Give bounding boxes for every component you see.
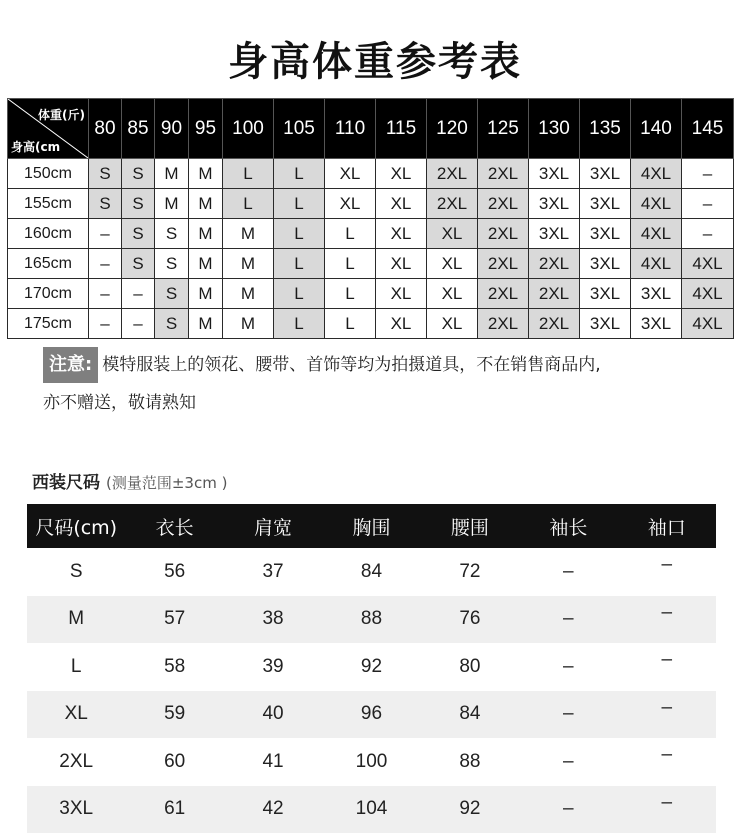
suit-cell: 80 xyxy=(421,643,519,691)
suit-cell: S xyxy=(27,548,125,596)
size-cell: 2XL xyxy=(478,249,529,279)
size-cell: M xyxy=(189,219,223,249)
suit-cell: 88 xyxy=(421,738,519,786)
weight-header-cell: 80 xyxy=(89,99,122,159)
size-cell: XL xyxy=(427,249,478,279)
size-cell: 4XL xyxy=(631,219,682,249)
height-label: 170cm xyxy=(8,279,89,309)
suit-column-header: 胸围 xyxy=(322,504,420,548)
size-cell: XL xyxy=(325,189,376,219)
suit-column-header: 腰围 xyxy=(421,504,519,548)
size-cell: L xyxy=(274,249,325,279)
size-cell: M xyxy=(223,309,274,339)
size-cell: 4XL xyxy=(631,189,682,219)
size-cell: – xyxy=(682,159,734,189)
suit-column-header: 肩宽 xyxy=(224,504,322,548)
table-row xyxy=(27,738,716,786)
size-cell: 3XL xyxy=(529,219,580,249)
size-cell: 2XL xyxy=(529,279,580,309)
table-row xyxy=(27,596,716,644)
suit-cell: 40 xyxy=(224,691,322,739)
size-cell: S xyxy=(122,159,155,189)
weight-header-cell: 115 xyxy=(376,99,427,159)
size-cell: L xyxy=(223,159,274,189)
size-cell: XL xyxy=(376,219,427,249)
suit-cell: 72 xyxy=(421,548,519,596)
size-cell: 3XL xyxy=(580,279,631,309)
table-row xyxy=(27,548,716,596)
size-cell: S xyxy=(122,219,155,249)
size-cell: L xyxy=(274,279,325,309)
suit-cell: 92 xyxy=(322,643,420,691)
table-row xyxy=(8,309,734,339)
height-label: 165cm xyxy=(8,249,89,279)
size-cell: S xyxy=(89,159,122,189)
size-cell: L xyxy=(274,159,325,189)
suit-column-header: 衣长 xyxy=(125,504,223,548)
table-row xyxy=(8,249,734,279)
size-cell: 4XL xyxy=(682,249,734,279)
height-weight-size-table xyxy=(7,98,734,339)
size-cell: L xyxy=(274,219,325,249)
size-cell: 3XL xyxy=(580,249,631,279)
size-cell: 2XL xyxy=(478,219,529,249)
size-cell: L xyxy=(274,309,325,339)
weight-header-cell: 135 xyxy=(580,99,631,159)
weight-header-cell: 145 xyxy=(682,99,734,159)
table-row xyxy=(27,643,716,691)
size-cell: 3XL xyxy=(580,189,631,219)
size-cell: XL xyxy=(427,279,478,309)
suit-cell: 56 xyxy=(125,548,223,596)
suit-size-title: 西装尺码 xyxy=(32,473,100,493)
size-cell: L xyxy=(223,189,274,219)
suit-cell: L xyxy=(27,643,125,691)
table-corner-header xyxy=(8,99,89,159)
suit-column-header: 袖口 xyxy=(618,504,716,548)
suit-cell: 57 xyxy=(125,596,223,644)
weight-header-cell: 85 xyxy=(122,99,155,159)
weight-header-cell: 120 xyxy=(427,99,478,159)
size-cell: 3XL xyxy=(631,309,682,339)
size-cell: XL xyxy=(376,279,427,309)
table-row xyxy=(8,219,734,249)
table-row xyxy=(8,279,734,309)
suit-cell: 88 xyxy=(322,596,420,644)
size-cell: S xyxy=(155,249,189,279)
size-cell: L xyxy=(325,279,376,309)
suit-cell: 38 xyxy=(224,596,322,644)
suit-column-header: 尺码(cm) xyxy=(27,504,125,548)
size-cell: M xyxy=(189,249,223,279)
size-cell: 3XL xyxy=(631,279,682,309)
size-cell: 2XL xyxy=(427,189,478,219)
size-cell: – xyxy=(682,189,734,219)
suit-cell: – xyxy=(519,596,617,644)
suit-cell: 76 xyxy=(421,596,519,644)
suit-cell: 84 xyxy=(421,691,519,739)
size-cell: M xyxy=(223,219,274,249)
suit-cell: 96 xyxy=(322,691,420,739)
size-cell: 2XL xyxy=(478,189,529,219)
suit-cell: 41 xyxy=(224,738,322,786)
weight-header-cell: 110 xyxy=(325,99,376,159)
suit-cell: 61 xyxy=(125,786,223,833)
suit-cell: 92 xyxy=(421,786,519,833)
size-cell: XL xyxy=(376,249,427,279)
size-cell: M xyxy=(155,189,189,219)
notice-text-line1: 模特服装上的领花、腰带、首饰等均为拍摄道具，不在销售商品内, xyxy=(102,355,600,375)
table-row xyxy=(27,786,716,833)
suit-cell: – xyxy=(519,691,617,739)
notice xyxy=(43,346,723,422)
suit-cell: 3XL xyxy=(27,786,125,833)
height-label: 175cm xyxy=(8,309,89,339)
size-cell: S xyxy=(122,249,155,279)
weight-header-cell: 125 xyxy=(478,99,529,159)
size-cell: 2XL xyxy=(478,159,529,189)
size-cell: 4XL xyxy=(631,249,682,279)
table-row xyxy=(8,159,734,189)
size-cell: M xyxy=(155,159,189,189)
size-cell: S xyxy=(155,279,189,309)
size-cell: L xyxy=(274,189,325,219)
size-cell: – xyxy=(89,279,122,309)
weight-header-cell: 100 xyxy=(223,99,274,159)
size-cell: 2XL xyxy=(478,309,529,339)
size-cell: L xyxy=(325,309,376,339)
size-cell: M xyxy=(223,279,274,309)
size-cell: – xyxy=(122,309,155,339)
size-cell: – xyxy=(682,219,734,249)
size-cell: – xyxy=(89,219,122,249)
suit-size-subtitle: (测量范围±3cm ) xyxy=(106,474,227,492)
height-axis-label: 身高(cm xyxy=(11,138,60,155)
size-cell: S xyxy=(122,189,155,219)
height-label: 155cm xyxy=(8,189,89,219)
suit-cell: 60 xyxy=(125,738,223,786)
suit-cell: – xyxy=(618,786,716,833)
suit-cell: – xyxy=(618,596,716,644)
size-cell: 3XL xyxy=(580,309,631,339)
size-cell: 2XL xyxy=(529,249,580,279)
size-cell: XL xyxy=(376,189,427,219)
height-label: 160cm xyxy=(8,219,89,249)
suit-size-heading xyxy=(32,468,227,493)
size-cell: XL xyxy=(376,159,427,189)
size-cell: L xyxy=(325,219,376,249)
weight-header-cell: 130 xyxy=(529,99,580,159)
suit-cell: – xyxy=(618,548,716,596)
size-cell: XL xyxy=(325,159,376,189)
weight-header-cell: 95 xyxy=(189,99,223,159)
suit-cell: – xyxy=(519,548,617,596)
suit-cell: XL xyxy=(27,691,125,739)
notice-tag: 注意: xyxy=(43,347,98,383)
size-cell: – xyxy=(89,249,122,279)
size-cell: M xyxy=(223,249,274,279)
size-cell: S xyxy=(89,189,122,219)
size-cell: M xyxy=(189,309,223,339)
weight-axis-label: 体重(斤) xyxy=(38,106,85,123)
suit-cell: – xyxy=(618,738,716,786)
size-cell: M xyxy=(189,279,223,309)
suit-cell: 59 xyxy=(125,691,223,739)
page-title: 身高体重参考表 xyxy=(0,30,750,87)
suit-column-header: 袖长 xyxy=(519,504,617,548)
table-row xyxy=(8,189,734,219)
height-label: 150cm xyxy=(8,159,89,189)
suit-cell: 84 xyxy=(322,548,420,596)
size-cell: S xyxy=(155,309,189,339)
suit-cell: 39 xyxy=(224,643,322,691)
suit-cell: – xyxy=(618,691,716,739)
size-cell: S xyxy=(155,219,189,249)
size-cell: 2XL xyxy=(529,309,580,339)
size-cell: XL xyxy=(427,309,478,339)
size-cell: L xyxy=(325,249,376,279)
weight-header-cell: 105 xyxy=(274,99,325,159)
suit-cell: 2XL xyxy=(27,738,125,786)
size-cell: 4XL xyxy=(631,159,682,189)
suit-size-table xyxy=(27,504,716,833)
suit-cell: 42 xyxy=(224,786,322,833)
suit-cell: 37 xyxy=(224,548,322,596)
size-cell: M xyxy=(189,189,223,219)
size-cell: 4XL xyxy=(682,279,734,309)
size-cell: M xyxy=(189,159,223,189)
suit-cell: – xyxy=(519,738,617,786)
size-cell: 3XL xyxy=(529,159,580,189)
size-cell: – xyxy=(122,279,155,309)
size-cell: XL xyxy=(427,219,478,249)
notice-text-line2: 亦不赠送，敬请熟知 xyxy=(43,393,196,413)
size-cell: 3XL xyxy=(580,219,631,249)
suit-cell: 58 xyxy=(125,643,223,691)
table-row xyxy=(27,691,716,739)
weight-header-cell: 90 xyxy=(155,99,189,159)
size-cell: 2XL xyxy=(427,159,478,189)
suit-cell: M xyxy=(27,596,125,644)
size-cell: 4XL xyxy=(682,309,734,339)
weight-header-cell: 140 xyxy=(631,99,682,159)
suit-cell: 104 xyxy=(322,786,420,833)
suit-cell: – xyxy=(519,786,617,833)
size-cell: 3XL xyxy=(529,189,580,219)
suit-cell: 100 xyxy=(322,738,420,786)
suit-cell: – xyxy=(519,643,617,691)
suit-cell: – xyxy=(618,643,716,691)
size-cell: 2XL xyxy=(478,279,529,309)
size-cell: XL xyxy=(376,309,427,339)
size-cell: 3XL xyxy=(580,159,631,189)
size-cell: – xyxy=(89,309,122,339)
